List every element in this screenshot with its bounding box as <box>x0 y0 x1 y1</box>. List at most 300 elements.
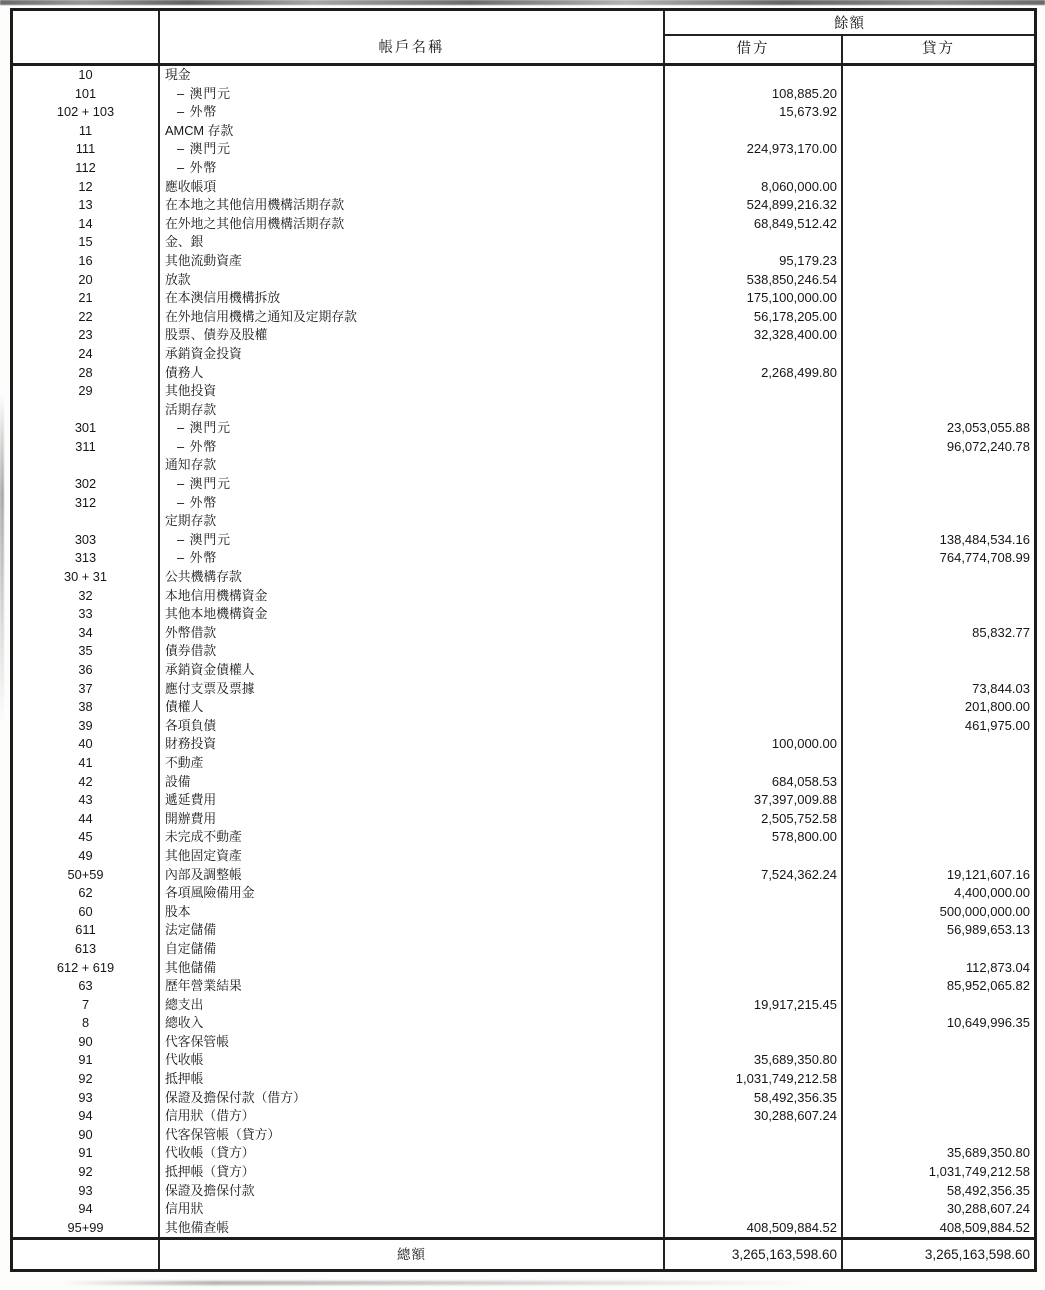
table-row <box>13 419 1034 438</box>
debit-amount <box>665 884 843 903</box>
debit-amount <box>665 568 843 587</box>
account-code: 62 <box>13 884 160 903</box>
header-balance-label: 餘額 <box>665 11 1034 36</box>
account-code: 42 <box>13 773 160 792</box>
account-name: 應收帳項 <box>160 178 665 197</box>
credit-amount: 408,509,884.52 <box>939 1219 1030 1235</box>
table-row <box>13 1126 1034 1145</box>
account-code: 93 <box>13 1182 160 1201</box>
account-code: 22 <box>13 308 160 327</box>
table-row <box>13 587 1034 606</box>
debit-amount: 32,328,400.00 <box>665 326 843 345</box>
table-row <box>13 884 1034 903</box>
account-code: 94 <box>13 1200 160 1219</box>
table-row <box>13 1014 1034 1033</box>
account-name: 股票、債券及股權 <box>160 326 665 345</box>
header-debit-label: 借方 <box>665 36 843 63</box>
table-row <box>13 1089 1034 1108</box>
header-credit-label: 貸方 <box>922 41 955 57</box>
account-code: 10 <box>13 66 160 85</box>
account-code: 30 + 31 <box>13 568 160 587</box>
credit-amount <box>843 1107 1034 1126</box>
account-name: 信用狀 <box>160 1200 665 1219</box>
debit-amount <box>665 1200 843 1219</box>
account-name: 自定儲備 <box>160 940 665 959</box>
credit-amount <box>843 754 1034 773</box>
account-code: 63 <box>13 977 160 996</box>
credit-amount <box>843 996 1034 1015</box>
account-code: 95+99 <box>13 1219 160 1238</box>
account-code: 611 <box>13 921 160 940</box>
account-code: 60 <box>13 903 160 922</box>
scan-artifact-smudge <box>0 395 4 725</box>
table-row <box>13 271 1034 290</box>
account-code: 612 + 619 <box>13 959 160 978</box>
header-code-cell <box>13 11 160 63</box>
account-code: 43 <box>13 791 160 810</box>
table-row <box>13 494 1034 513</box>
account-code: 7 <box>13 996 160 1015</box>
account-name: 保證及擔保付款 <box>160 1182 665 1201</box>
account-code: 50+59 <box>13 866 160 885</box>
table-row <box>13 1107 1034 1126</box>
account-name: – 澳門元 <box>160 85 665 104</box>
account-name: 總收入 <box>160 1014 665 1033</box>
debit-amount <box>665 605 843 624</box>
debit-amount <box>665 1144 843 1163</box>
debit-amount <box>665 401 843 420</box>
credit-amount <box>843 773 1034 792</box>
account-name: 定期存款 <box>160 512 665 531</box>
table-row <box>13 717 1034 736</box>
account-code: 45 <box>13 828 160 847</box>
account-name: 其他固定資產 <box>160 847 665 866</box>
debit-amount <box>665 717 843 736</box>
account-name: 內部及調整帳 <box>160 866 665 885</box>
account-name: 金、銀 <box>160 233 665 252</box>
credit-amount <box>843 587 1034 606</box>
debit-amount <box>665 494 843 513</box>
credit-amount <box>843 847 1034 866</box>
credit-amount <box>843 364 1034 383</box>
credit-amount <box>843 233 1034 252</box>
account-code: 11 <box>13 122 160 141</box>
account-name: 信用狀（借方） <box>160 1107 665 1126</box>
account-name: – 澳門元 <box>160 419 665 438</box>
table-row <box>13 66 1034 85</box>
account-code: 94 <box>13 1107 160 1126</box>
account-name: – 澳門元 <box>160 531 665 550</box>
account-name: 在本地之其他信用機構活期存款 <box>160 196 665 215</box>
account-code: 15 <box>13 233 160 252</box>
credit-amount <box>843 828 1034 847</box>
debit-amount <box>665 587 843 606</box>
debit-amount <box>665 549 843 568</box>
account-name: 承銷資金債權人 <box>160 661 665 680</box>
credit-amount: 73,844.03 <box>972 680 1030 696</box>
debit-amount: 15,673.92 <box>665 103 843 122</box>
account-code: 111 <box>13 140 160 159</box>
table-row <box>13 364 1034 383</box>
table-row <box>13 215 1034 234</box>
debit-amount: 408,509,884.52 <box>665 1219 843 1238</box>
debit-amount: 175,100,000.00 <box>665 289 843 308</box>
table-row <box>13 549 1034 568</box>
credit-amount <box>843 1033 1034 1052</box>
debit-amount: 19,917,215.45 <box>665 996 843 1015</box>
account-code <box>13 401 160 420</box>
debit-amount: 7,524,362.24 <box>665 866 843 885</box>
debit-amount: 224,973,170.00 <box>665 140 843 159</box>
debit-amount <box>665 921 843 940</box>
debit-amount: 538,850,246.54 <box>665 271 843 290</box>
account-code: 91 <box>13 1051 160 1070</box>
account-name: 股本 <box>160 903 665 922</box>
table-row <box>13 568 1034 587</box>
account-name: 各項負債 <box>160 717 665 736</box>
credit-amount <box>843 735 1034 754</box>
table-row <box>13 159 1034 178</box>
account-name: 抵押帳（貸方） <box>160 1163 665 1182</box>
table-row <box>13 1033 1034 1052</box>
account-name: 抵押帳 <box>160 1070 665 1089</box>
account-name: 代收帳（貸方） <box>160 1144 665 1163</box>
account-code: 34 <box>13 624 160 643</box>
debit-amount: 58,492,356.35 <box>665 1089 843 1108</box>
account-code: 311 <box>13 438 160 457</box>
account-name: – 澳門元 <box>160 140 665 159</box>
account-name: 現金 <box>160 66 665 85</box>
account-code: 39 <box>13 717 160 736</box>
debit-amount <box>665 624 843 643</box>
debit-amount: 1,031,749,212.58 <box>665 1070 843 1089</box>
account-name: – 外幣 <box>160 494 665 513</box>
debit-amount: 30,288,607.24 <box>665 1107 843 1126</box>
table-row <box>13 122 1034 141</box>
debit-amount: 56,178,205.00 <box>665 308 843 327</box>
account-name: 代客保管帳（貸方） <box>160 1126 665 1145</box>
account-name: – 澳門元 <box>160 475 665 494</box>
table-row <box>13 754 1034 773</box>
account-name: 不動產 <box>160 754 665 773</box>
credit-amount <box>843 475 1034 494</box>
account-code: 20 <box>13 271 160 290</box>
credit-amount <box>843 1070 1034 1089</box>
credit-amount <box>843 1126 1034 1145</box>
account-name: 在外地信用機構之通知及定期存款 <box>160 308 665 327</box>
credit-amount <box>843 178 1034 197</box>
account-code: 8 <box>13 1014 160 1033</box>
table-row <box>13 1219 1034 1238</box>
table-row <box>13 605 1034 624</box>
account-name: 在外地之其他信用機構活期存款 <box>160 215 665 234</box>
account-name: 通知存款 <box>160 456 665 475</box>
account-code: 16 <box>13 252 160 271</box>
account-code: 613 <box>13 940 160 959</box>
credit-amount <box>843 568 1034 587</box>
debit-amount: 35,689,350.80 <box>665 1051 843 1070</box>
credit-amount: 30,288,607.24 <box>946 1201 1030 1217</box>
account-code: 49 <box>13 847 160 866</box>
table-row <box>13 1144 1034 1163</box>
table-row <box>13 791 1034 810</box>
table-row <box>13 345 1034 364</box>
account-name: 債券借款 <box>160 642 665 661</box>
footer-total-debit: 3,265,163,598.60 <box>665 1240 843 1269</box>
debit-amount <box>665 698 843 717</box>
table-row <box>13 959 1034 978</box>
debit-amount <box>665 1163 843 1182</box>
debit-amount <box>665 1126 843 1145</box>
debit-amount: 108,885.20 <box>665 85 843 104</box>
account-code: 301 <box>13 419 160 438</box>
account-name: 設備 <box>160 773 665 792</box>
account-code: 302 <box>13 475 160 494</box>
table-row <box>13 1070 1034 1089</box>
scan-artifact-bottom <box>60 1281 820 1285</box>
table-row <box>13 103 1034 122</box>
table-row <box>13 252 1034 271</box>
account-name: – 外幣 <box>160 438 665 457</box>
debit-amount <box>665 531 843 550</box>
table-row <box>13 828 1034 847</box>
debit-amount <box>665 233 843 252</box>
credit-amount <box>843 940 1034 959</box>
account-code: 35 <box>13 642 160 661</box>
account-code: 13 <box>13 196 160 215</box>
credit-amount <box>843 85 1034 104</box>
credit-amount: 85,832.77 <box>972 624 1030 640</box>
table-row <box>13 382 1034 401</box>
account-code: 21 <box>13 289 160 308</box>
account-name: 開辦費用 <box>160 810 665 829</box>
credit-amount: 4,400,000.00 <box>954 885 1030 901</box>
credit-amount: 23,053,055.88 <box>946 420 1030 436</box>
debit-amount <box>665 382 843 401</box>
table-row <box>13 85 1034 104</box>
debit-amount: 68,849,512.42 <box>665 215 843 234</box>
credit-amount: 10,649,996.35 <box>946 1015 1030 1031</box>
debit-amount <box>665 977 843 996</box>
account-name: 外幣借款 <box>160 624 665 643</box>
account-name: 應付支票及票據 <box>160 680 665 699</box>
table-row <box>13 921 1034 940</box>
account-code: 44 <box>13 810 160 829</box>
credit-amount <box>843 382 1034 401</box>
debit-amount: 8,060,000.00 <box>665 178 843 197</box>
account-name: 遞延費用 <box>160 791 665 810</box>
account-code <box>13 456 160 475</box>
debit-amount <box>665 159 843 178</box>
table-row <box>13 680 1034 699</box>
credit-amount: 58,492,356.35 <box>946 1182 1030 1198</box>
credit-amount: 35,689,350.80 <box>946 1145 1030 1161</box>
header-account-name: 帳戶名稱 <box>160 11 665 63</box>
credit-amount <box>843 271 1034 290</box>
debit-amount <box>665 345 843 364</box>
account-name: 其他本地機構資金 <box>160 605 665 624</box>
credit-amount: 112,873.04 <box>965 959 1030 975</box>
table-row <box>13 438 1034 457</box>
account-code: 90 <box>13 1033 160 1052</box>
account-code: 12 <box>13 178 160 197</box>
credit-amount <box>843 1089 1034 1108</box>
account-code: 23 <box>13 326 160 345</box>
debit-amount <box>665 959 843 978</box>
table-row <box>13 735 1034 754</box>
credit-amount <box>843 308 1034 327</box>
account-code: 101 <box>13 85 160 104</box>
table-row <box>13 977 1034 996</box>
account-code: 303 <box>13 531 160 550</box>
credit-amount <box>843 326 1034 345</box>
account-code: 37 <box>13 680 160 699</box>
table-row <box>13 1182 1034 1201</box>
debit-amount <box>665 680 843 699</box>
credit-amount <box>843 66 1034 85</box>
credit-amount <box>843 215 1034 234</box>
account-code: 32 <box>13 587 160 606</box>
table-row <box>13 773 1034 792</box>
header-balance-columns <box>665 36 1034 63</box>
debit-amount <box>665 847 843 866</box>
table-row <box>13 624 1034 643</box>
account-code: 36 <box>13 661 160 680</box>
credit-amount <box>843 456 1034 475</box>
table-row <box>13 810 1034 829</box>
account-code: 38 <box>13 698 160 717</box>
account-name: 歷年營業結果 <box>160 977 665 996</box>
debit-amount <box>665 642 843 661</box>
table-footer <box>13 1237 1034 1269</box>
credit-amount: 764,774,708.99 <box>939 550 1030 566</box>
account-code: 90 <box>13 1126 160 1145</box>
account-name: – 外幣 <box>160 549 665 568</box>
table-row <box>13 512 1034 531</box>
table-body <box>13 66 1034 1237</box>
account-name: – 外幣 <box>160 159 665 178</box>
credit-amount <box>843 103 1034 122</box>
table-row <box>13 178 1034 197</box>
account-code: 92 <box>13 1070 160 1089</box>
credit-amount <box>843 605 1034 624</box>
credit-amount: 19,121,607.16 <box>946 866 1030 882</box>
credit-amount: 56,989,653.13 <box>946 922 1030 938</box>
credit-amount <box>843 512 1034 531</box>
table-row <box>13 940 1034 959</box>
credit-amount <box>843 401 1034 420</box>
account-code: 102 + 103 <box>13 103 160 122</box>
account-code: 14 <box>13 215 160 234</box>
debit-amount <box>665 754 843 773</box>
credit-amount <box>843 140 1034 159</box>
table-row <box>13 289 1034 308</box>
debit-amount <box>665 903 843 922</box>
table-row <box>13 308 1034 327</box>
account-code: 112 <box>13 159 160 178</box>
account-name: 各項風險備用金 <box>160 884 665 903</box>
account-name: 代收帳 <box>160 1051 665 1070</box>
table-row <box>13 866 1034 885</box>
table-row <box>13 1200 1034 1219</box>
credit-amount <box>843 345 1034 364</box>
account-name: 公共機構存款 <box>160 568 665 587</box>
debit-amount: 37,397,009.88 <box>665 791 843 810</box>
account-name: 其他流動資產 <box>160 252 665 271</box>
credit-amount <box>843 810 1034 829</box>
credit-amount <box>843 1051 1034 1070</box>
account-name: 承銷資金投資 <box>160 345 665 364</box>
footer-total-label: 總額 <box>160 1240 665 1269</box>
credit-amount: 461,975.00 <box>964 717 1030 733</box>
credit-amount: 1,031,749,212.58 <box>928 1164 1030 1180</box>
account-name: 債務人 <box>160 364 665 383</box>
account-code: 28 <box>13 364 160 383</box>
debit-amount: 2,505,752.58 <box>665 810 843 829</box>
account-name: 未完成不動產 <box>160 828 665 847</box>
account-name: 總支出 <box>160 996 665 1015</box>
credit-amount <box>843 196 1034 215</box>
debit-amount <box>665 512 843 531</box>
table-row <box>13 531 1034 550</box>
debit-amount <box>665 419 843 438</box>
debit-amount: 684,058.53 <box>665 773 843 792</box>
account-name: 活期存款 <box>160 401 665 420</box>
table-row <box>13 233 1034 252</box>
credit-amount: 500,000,000.00 <box>939 903 1030 919</box>
account-name: 其他儲備 <box>160 959 665 978</box>
credit-amount <box>843 159 1034 178</box>
debit-amount <box>665 940 843 959</box>
table-row <box>13 140 1034 159</box>
account-name: 在本澳信用機構拆放 <box>160 289 665 308</box>
scan-artifact-top <box>0 0 1045 5</box>
table-row <box>13 1051 1034 1070</box>
debit-amount <box>665 122 843 141</box>
account-code: 24 <box>13 345 160 364</box>
account-code: 91 <box>13 1144 160 1163</box>
debit-amount <box>665 1014 843 1033</box>
table-row <box>13 996 1034 1015</box>
table-row <box>13 847 1034 866</box>
credit-amount: 96,072,240.78 <box>946 438 1030 454</box>
account-code: 33 <box>13 605 160 624</box>
credit-amount <box>843 642 1034 661</box>
account-name: 保證及擔保付款（借方） <box>160 1089 665 1108</box>
account-name: 法定儲備 <box>160 921 665 940</box>
table-row <box>13 698 1034 717</box>
account-code <box>13 512 160 531</box>
debit-amount: 578,800.00 <box>665 828 843 847</box>
account-name: 其他投資 <box>160 382 665 401</box>
credit-amount <box>843 494 1034 513</box>
table-row <box>13 326 1034 345</box>
account-code: 41 <box>13 754 160 773</box>
table-row <box>13 196 1034 215</box>
account-code: 312 <box>13 494 160 513</box>
credit-amount <box>843 122 1034 141</box>
trial-balance-table <box>10 8 1037 1272</box>
table-row <box>13 642 1034 661</box>
credit-amount <box>843 661 1034 680</box>
credit-amount <box>843 252 1034 271</box>
account-name: 本地信用機構資金 <box>160 587 665 606</box>
credit-amount: 138,484,534.16 <box>939 531 1030 547</box>
account-name: – 外幣 <box>160 103 665 122</box>
header-balance-group <box>665 11 1034 63</box>
footer-total-credit: 3,265,163,598.60 <box>924 1247 1030 1263</box>
debit-amount: 2,268,499.80 <box>665 364 843 383</box>
